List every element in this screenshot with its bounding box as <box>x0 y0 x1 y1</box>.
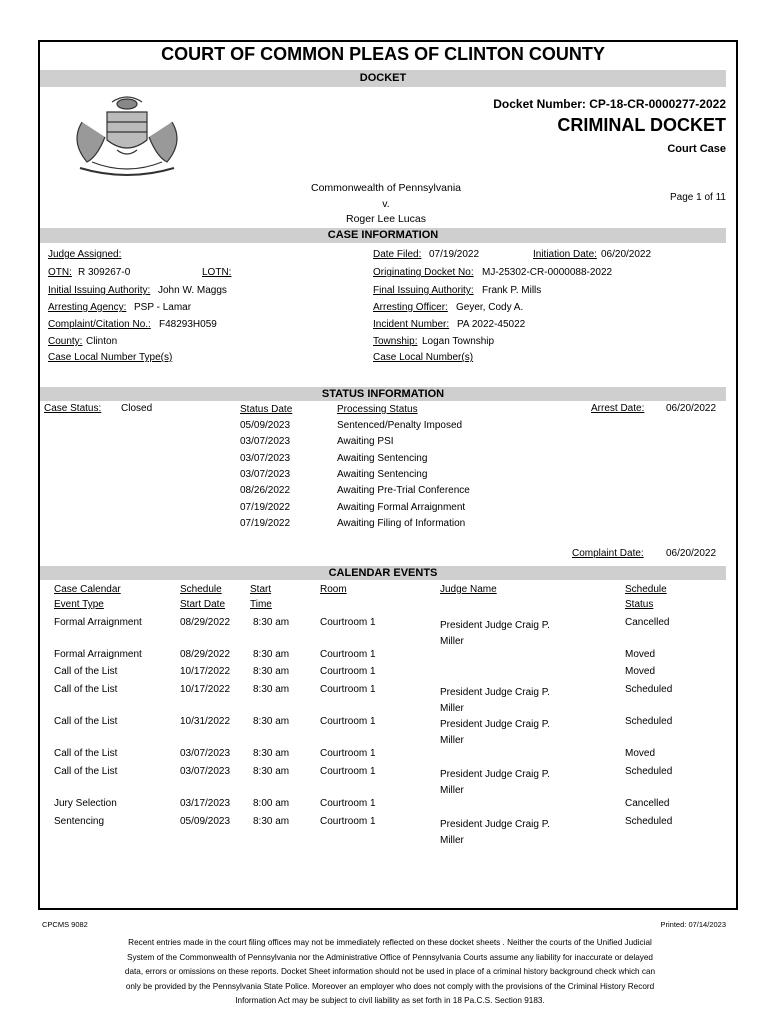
processing-status: Awaiting Pre-Trial Conference <box>337 485 470 497</box>
docket-number: Docket Number: CP-18-CR-0000277-2022 <box>493 97 726 111</box>
disclaimer-line: only be provided by the Pennsylvania State Police. Moreover an employer who does not comply with the provisions of the Criminal History Record <box>125 981 655 991</box>
room: Courtroom 1 <box>320 666 376 677</box>
otn-value: R 309267-0 <box>78 267 131 278</box>
status-date: 07/19/2022 <box>240 501 291 513</box>
printed-date <box>661 920 727 929</box>
schedule-status: Scheduled <box>625 716 673 727</box>
township-value: Logan Township <box>422 336 495 347</box>
case-information-header: CASE INFORMATION <box>40 228 726 243</box>
court-case: Court Case <box>667 143 726 155</box>
processing-status: Awaiting Formal Arraignment <box>337 501 466 513</box>
start-date: 08/29/2022 <box>180 649 231 660</box>
processing-status: Awaiting Sentencing <box>337 452 428 464</box>
schedule-status: Scheduled <box>625 684 673 695</box>
col-start-time-1: Start <box>250 584 272 595</box>
complaint-date-label: Complaint Date: <box>572 548 644 559</box>
room: Courtroom 1 <box>320 798 376 809</box>
judge-name-cont: Miller <box>440 703 464 714</box>
room: Courtroom 1 <box>320 816 376 827</box>
event-type: Call of the List <box>54 766 118 777</box>
col-schedule-status-2: Status <box>625 599 654 610</box>
start-time: 8:30 am <box>253 766 290 777</box>
start-date: 08/29/2022 <box>180 617 231 628</box>
judge-name-cont: Miller <box>440 785 464 796</box>
judge-name-cont: Miller <box>440 835 464 846</box>
judge-name-cont: Miller <box>440 636 464 647</box>
schedule-status: Scheduled <box>625 766 673 777</box>
disclaimer-line: System of the Commonwealth of Pennsylvania nor the Administrative Office of Pennsylvania Courts assume any liability for inaccurate or delayed <box>127 952 653 962</box>
start-date: 03/17/2023 <box>180 798 231 809</box>
event-type: Jury Selection <box>54 798 117 809</box>
township-label: Township: <box>373 336 418 347</box>
start-time: 8:30 am <box>253 649 290 660</box>
room: Courtroom 1 <box>320 766 376 777</box>
plaintiff: Commonwealth of Pennsylvania <box>311 182 461 194</box>
docket-type: CRIMINAL DOCKET <box>557 115 726 135</box>
start-date: 10/17/2022 <box>180 684 231 695</box>
event-type: Sentencing <box>54 816 105 827</box>
case-local-numbers-label: Case Local Number(s) <box>373 352 474 363</box>
status-date: 03/07/2023 <box>240 468 291 480</box>
disclaimer-line: data, errors or omissions on these reports. Docket Sheet information should not be used in place of a criminal history background check which can <box>124 967 656 976</box>
start-time: 8:30 am <box>253 666 290 677</box>
schedule-status: Moved <box>625 649 656 660</box>
event-type: Formal Arraignment <box>54 617 142 628</box>
arresting-officer-value: Geyer, Cody A. <box>456 302 524 313</box>
col-schedule-status-1: Schedule <box>625 584 667 595</box>
start-time: 8:30 am <box>253 684 290 695</box>
start-time: 8:30 am <box>253 716 290 727</box>
processing-status-label: Processing Status <box>337 404 418 415</box>
processing-status: Sentenced/Penalty Imposed <box>337 420 463 431</box>
county-label: County: <box>48 336 83 347</box>
start-time: 8:30 am <box>253 816 290 827</box>
complaint-date-value: 06/20/2022 <box>666 548 717 559</box>
status-date: 03/07/2023 <box>240 436 291 448</box>
judge-name-cont: Miller <box>440 735 464 746</box>
processing-status: Awaiting Sentencing <box>337 468 428 480</box>
arrest-date-label: Arrest Date: <box>591 403 645 414</box>
room: Courtroom 1 <box>320 716 376 727</box>
judge-name: President Judge Craig P. <box>440 819 550 830</box>
judge-assigned-label: Judge Assigned: <box>48 249 122 260</box>
arresting-officer-label: Arresting Officer: <box>373 302 448 313</box>
case-status-value: Closed <box>121 403 153 414</box>
status-date: 08/26/2022 <box>240 485 291 497</box>
page-indicator: Page 1 of 11 <box>670 192 726 203</box>
arrest-date-value: 06/20/2022 <box>666 403 717 414</box>
court-title: COURT OF COMMON PLEAS OF CLINTON COUNTY <box>161 44 605 64</box>
incident-value: PA 2022-45022 <box>457 319 526 330</box>
processing-status: Awaiting Filing of Information <box>337 517 466 529</box>
schedule-status: Moved <box>625 748 656 759</box>
schedule-status: Moved <box>625 666 656 677</box>
judge-name: President Judge Craig P. <box>440 620 550 631</box>
complaint-value: F48293H059 <box>159 319 217 330</box>
event-type: Formal Arraignment <box>54 649 142 660</box>
initiation-date-value: 06/20/2022 <box>601 249 652 260</box>
incident-label: Incident Number: <box>373 319 450 330</box>
schedule-status: Cancelled <box>625 798 670 809</box>
start-date: 03/07/2023 <box>180 766 231 777</box>
status-date: 07/19/2022 <box>240 517 291 529</box>
date-filed-value: 07/19/2022 <box>429 249 480 260</box>
otn-label: OTN: <box>48 267 72 278</box>
judge-name: President Judge Craig P. <box>440 769 550 780</box>
lotn-label: LOTN: <box>202 267 232 278</box>
event-type: Call of the List <box>54 666 118 677</box>
printed-value: 07/14/2023 <box>688 920 726 929</box>
calendar-events-header: CALENDAR EVENTS <box>40 566 726 580</box>
judge-name: President Judge Craig P. <box>440 687 550 698</box>
start-date: 10/31/2022 <box>180 716 231 727</box>
status-date: 03/07/2023 <box>240 452 291 464</box>
start-time: 8:30 am <box>253 748 290 759</box>
docket-bar: DOCKET <box>40 70 726 87</box>
status-date: 05/09/2023 <box>240 420 291 431</box>
processing-status: Awaiting PSI <box>337 436 394 448</box>
disclaimer <box>60 936 720 1009</box>
event-type: Call of the List <box>54 716 118 727</box>
defendant: Roger Lee Lucas <box>346 213 426 225</box>
col-judge-name: Judge Name <box>440 584 497 595</box>
initial-authority-label: Initial Issuing Authority: <box>48 285 151 296</box>
start-time: 8:00 am <box>253 798 290 809</box>
status-date-label: Status Date <box>240 404 293 415</box>
room: Courtroom 1 <box>320 684 376 695</box>
col-event-type-1: Case Calendar <box>54 584 121 595</box>
schedule-status: Cancelled <box>625 617 670 628</box>
status-information-header: STATUS INFORMATION <box>40 387 726 401</box>
printed-label: Printed: <box>660 920 687 929</box>
form-id: CPCMS 9082 <box>42 920 88 929</box>
room: Courtroom 1 <box>320 748 376 759</box>
col-start-time-2: Time <box>250 599 272 610</box>
start-date: 05/09/2023 <box>180 816 231 827</box>
col-start-date-1: Schedule <box>180 584 222 595</box>
final-authority-value: Frank P. Mills <box>482 285 542 296</box>
complaint-label: Complaint/Citation No.: <box>48 319 151 330</box>
versus: v. <box>382 198 390 210</box>
pennsylvania-coat-of-arms-icon <box>62 92 192 176</box>
originating-docket-value: MJ-25302-CR-0000088-2022 <box>482 267 613 278</box>
event-type: Call of the List <box>54 684 118 695</box>
initiation-date-label: Initiation Date: <box>533 249 597 260</box>
start-date: 10/17/2022 <box>180 666 231 677</box>
judge-name: President Judge Craig P. <box>440 719 550 730</box>
disclaimer-line: Recent entries made in the court filing offices may not be immediately reflected on these docket sheets . Neither the courts of the Unified Judicial <box>128 938 652 947</box>
schedule-status: Scheduled <box>625 816 673 827</box>
case-status-label: Case Status: <box>44 403 102 414</box>
col-start-date-2: Start Date <box>180 599 226 610</box>
arresting-agency-value: PSP - Lamar <box>134 302 192 313</box>
final-authority-label: Final Issuing Authority: <box>373 285 474 296</box>
arresting-agency-label: Arresting Agency: <box>48 302 127 313</box>
col-event-type-2: Event Type <box>54 599 104 610</box>
room: Courtroom 1 <box>320 649 376 660</box>
room: Courtroom 1 <box>320 617 376 628</box>
county-value: Clinton <box>86 336 118 347</box>
start-time: 8:30 am <box>253 617 290 628</box>
start-date: 03/07/2023 <box>180 748 231 759</box>
case-local-type-label: Case Local Number Type(s) <box>48 352 173 363</box>
event-type: Call of the List <box>54 748 118 759</box>
date-filed-label: Date Filed: <box>373 249 422 260</box>
originating-docket-label: Originating Docket No: <box>373 267 474 278</box>
col-room: Room <box>320 584 347 595</box>
initial-authority-value: John W. Maggs <box>158 285 227 296</box>
disclaimer-line: Information Act may be subject to civil liability as set forth in 18 Pa.C.S. Section 9183. <box>235 996 545 1005</box>
